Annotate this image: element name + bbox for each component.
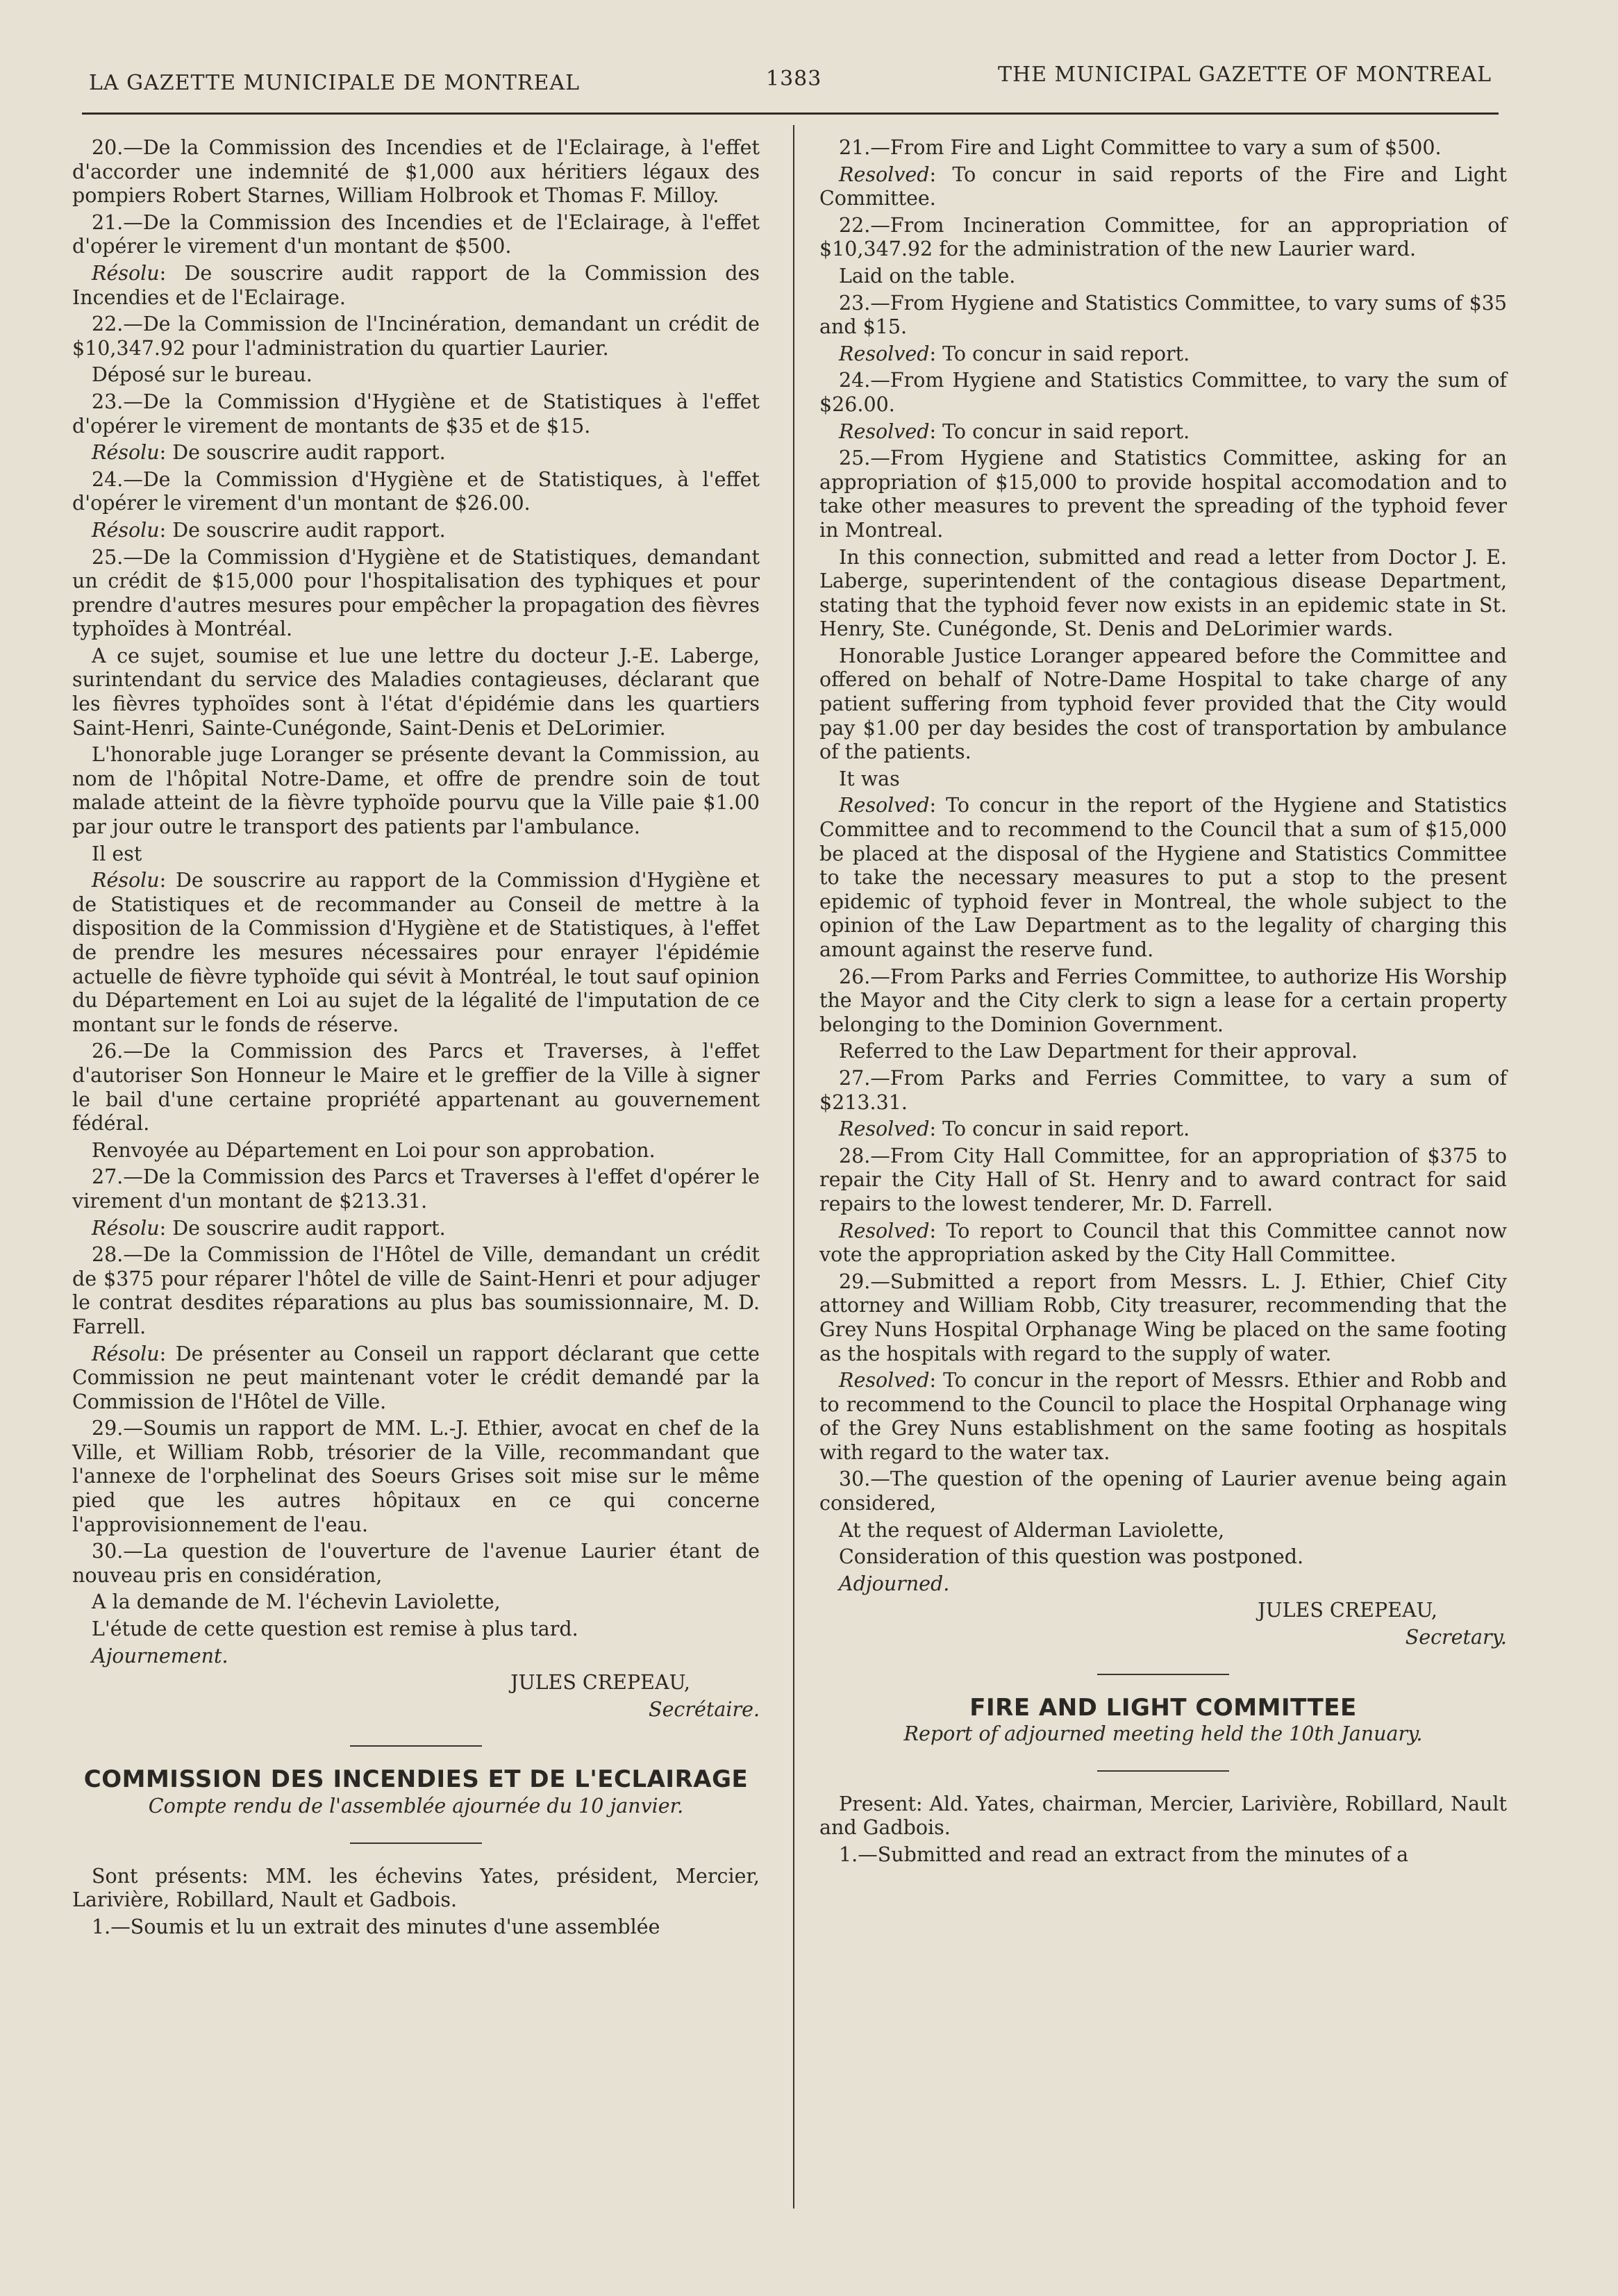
right-paragraph [819, 1545, 1507, 1570]
right-paragraph-text: At the request of Alderman Laviolette, [839, 1518, 1225, 1542]
left-paragraph-text: 24.—De la Commission d'Hygiène et de Statistiques, à l'effet d'opérer le virement d'un montant de $26.00. [72, 467, 760, 515]
left-section-paragraph: 1.—Soumis et lu un extrait des minutes d'une assemblée [92, 1915, 660, 1938]
left-paragraph [72, 136, 760, 208]
left-paragraph-text: 23.—De la Commission d'Hygiène et de Statistiques à l'effet d'opérer le virement de montants de $35 et de $15. [72, 390, 760, 438]
left-paragraph-text: 26.—De la Commission des Parcs et Traverses, à l'effet d'autoriser Son Honneur le Maire et le greffier de la Ville à signer le bail d'une certaine propriété appartenant au gouvernement fédéral. [72, 1040, 760, 1135]
left-paragraph [72, 363, 760, 388]
left-paragraph-text: 28.—De la Commission de l'Hôtel de Ville, demandant un crédit de $375 pour réparer l'hôtel de ville de Saint-Henri et pour adjuger le contrat desdites réparations au plus bas soumissionnaire, M. D. Farrell. [72, 1243, 760, 1338]
right-paragraph [819, 1572, 1507, 1597]
right-paragraph [819, 1117, 1507, 1142]
left-paragraph [72, 390, 760, 438]
right-paragraph [819, 1040, 1507, 1064]
right-resolution-lead: Resolved [839, 419, 930, 443]
right-paragraph-text: 27.—From Parks and Ferries Committee, to vary a sum of $213.31. [819, 1066, 1507, 1114]
left-resolution-lead: Résolu [92, 518, 160, 542]
right-paragraph-text: Laid on the table. [839, 264, 1016, 288]
right-paragraph [819, 136, 1507, 160]
left-paragraph-text: A la demande de M. l'échevin Laviolette, [92, 1590, 501, 1614]
left-paragraph-text: 29.—Soumis un rapport de MM. L.-J. Ethier, avocat en chef de la Ville, et William Robb, trésorier de la Ville, recommandant que l'annexe de l'orphelinat des Soeurs Grises soit mise sur le même pied que les autres hôpitaux en ce qui concerne l'approvisionnement de l'eau. [72, 1417, 760, 1536]
right-section-paragraph: 1.—Submitted and read an extract from the minutes of a [839, 1843, 1409, 1866]
right-resolution-lead: Resolved [839, 1219, 930, 1242]
left-paragraph [72, 1590, 760, 1615]
left-paragraph-text: : De souscrire audit rapport. [159, 441, 446, 465]
left-paragraph [72, 644, 760, 740]
left-paragraph-text: 30.—La question de l'ouverture de l'avenue Laurier étant de nouveau pris en considération, [72, 1540, 760, 1587]
right-paragraph [819, 1519, 1507, 1543]
left-paragraph [72, 869, 760, 1037]
right-paragraph-text: : To concur in said report. [929, 342, 1190, 365]
right-paragraph-text: 22.—From Incineration Committee, for an appropriation of $10,347.92 for the administration of the new Laurier ward. [819, 213, 1507, 261]
left-paragraph [72, 842, 760, 867]
right-resolution-lead: Resolved [839, 163, 930, 186]
right-paragraph [819, 1145, 1507, 1217]
right-paragraph-text: 29.—Submitted a report from Messrs. L. J. Ethier, Chief City attorney and William Robb, City treasurer, recommending that the Grey Nuns Hospital Orphanage Wing be placed on the same footing as the hospitals with regard to the supply of water. [819, 1270, 1507, 1365]
right-paragraph-text: 21.—From Fire and Light Committee to vary a sum of $500. [839, 136, 1442, 159]
left-section-subtitle: Compte rendu de l'assemblée ajournée du 10 janvier. [148, 1795, 684, 1817]
left-paragraph [72, 262, 760, 310]
left-paragraph [72, 1645, 760, 1669]
right-paragraph-text: : To concur in the report of the Hygiene and Statistics Committee and to recommend to the Council that a sum of $15,000 be placed at the disposal of the Hygiene and Statistics Committee to take the necessary measures to put a stop to the present epidemic of typhoid fever in Montreal, the whole subject to the opinion of the Law Department as to the legality of charging this amount against the reserve fund. [819, 794, 1507, 961]
column-divider [793, 125, 794, 2208]
right-paragraph [819, 794, 1507, 962]
right-paragraph-text: 25.—From Hygiene and Statistics Committee, asking for an appropriation of $15,000 to provide hospital accomodation and to take other measures to prevent the spreading of the typhoid fever in Montreal. [819, 447, 1507, 542]
left-paragraph [72, 1417, 760, 1537]
right-paragraph-text: 28.—From City Hall Committee, for an appropriation of $375 to repair the City Hall of St. Henry and to award contract for said repairs to the lowest tenderer, Mr. D. Farrell. [819, 1144, 1507, 1215]
right-paragraph-text: : To concur in said report. [929, 419, 1190, 443]
left-signature-title: Secrétaire. [649, 1697, 760, 1721]
left-paragraph [72, 1165, 760, 1213]
right-paragraph [819, 163, 1507, 211]
right-paragraph-text: 24.—From Hygiene and Statistics Committee, to vary the sum of $26.00. [819, 369, 1507, 416]
left-paragraph-text: : De présenter au Conseil un rapport déclarant que cette Commission ne peut maintenant voter le crédit demandé par la Commission de l'Hôtel de Ville. [72, 1342, 760, 1413]
right-paragraph [819, 369, 1507, 417]
left-paragraph-text: Déposé sur le bureau. [92, 363, 312, 387]
right-paragraph [819, 546, 1507, 642]
right-paragraph [819, 292, 1507, 340]
right-paragraph [819, 342, 1507, 367]
left-resolution-lead: Résolu [92, 869, 160, 892]
left-paragraph [72, 1342, 760, 1415]
right-paragraph [819, 447, 1507, 542]
right-paragraph-text: Referred to the Law Department for their approval. [839, 1040, 1358, 1063]
right-paragraph-text: 30.—The question of the opening of Laurier avenue being again considered, [819, 1467, 1507, 1515]
right-paragraph [819, 1369, 1507, 1465]
right-minutes [819, 136, 1507, 1596]
right-paragraph [819, 1067, 1507, 1115]
left-signature-name: JULES CREPEAU, [510, 1671, 690, 1695]
right-section-divider [1097, 1674, 1229, 1675]
left-paragraph-text: A ce sujet, soumise et lue une lettre du docteur J.-E. Laberge, surintendant du service des Maladies contagieuses, déclarant que les fièvres typhoïdes sont à l'état d'épidémie dans les quartiers Saint-Henri, Sainte-Cunégonde, Saint-Denis et DeLorimier. [72, 644, 760, 740]
right-paragraph [819, 767, 1507, 792]
left-paragraph-text: 22.—De la Commission de l'Incinération, demandant un crédit de $10,347.92 pour l'administration du quartier Laurier. [72, 313, 760, 360]
left-resolution-lead: Résolu [92, 441, 160, 465]
left-paragraph [72, 1540, 760, 1588]
right-resolution-lead: Resolved [839, 1369, 930, 1392]
left-resolution-lead: Résolu [92, 261, 160, 285]
left-paragraph [72, 1243, 760, 1339]
right-paragraph [819, 420, 1507, 444]
right-paragraph [819, 644, 1507, 765]
left-paragraph [72, 211, 760, 259]
page-header [89, 57, 1492, 106]
right-paragraph [819, 214, 1507, 262]
right-column [819, 136, 1507, 1870]
right-paragraph-text: : To concur in the report of Messrs. Ethier and Robb and to recommend to the Council to place the Hospital Orphanage wing of the Grey Nuns establishment on the same footing as hospitals with regard to the water tax. [819, 1369, 1507, 1464]
left-column [72, 136, 760, 1942]
right-paragraph [819, 1467, 1507, 1515]
header-title-french: LA GAZETTE MUNICIPALE DE MONTREAL [89, 71, 581, 95]
right-paragraph-text: Consideration of this question was postponed. [839, 1545, 1304, 1569]
right-paragraph-text: 26.—From Parks and Ferries Committee, to authorize His Worship the Mayor and the City clerk to sign a lease for a certain property belonging to the Dominion Government. [819, 965, 1507, 1036]
left-paragraph-text: : De souscrire audit rapport. [159, 1216, 446, 1240]
left-subtitle-divider [350, 1842, 482, 1844]
left-paragraph [72, 1617, 760, 1642]
left-section-divider [350, 1745, 482, 1747]
left-resolution-lead: Résolu [92, 1216, 160, 1240]
left-paragraph [72, 519, 760, 543]
header-divider [82, 113, 1499, 115]
left-paragraph [72, 743, 760, 839]
left-paragraph [72, 468, 760, 516]
left-paragraph-text: : De souscrire audit rapport. [159, 518, 446, 542]
right-paragraph [819, 965, 1507, 1038]
left-paragraph-text: L'étude de cette question est remise à plus tard. [92, 1617, 578, 1641]
left-section-paragraph: Sont présents: MM. les échevins Yates, président, Mercier, Larivière, Robillard, Nault et Gadbois. [72, 1864, 760, 1912]
left-paragraph-text: : De souscrire audit rapport de la Commission des Incendies et de l'Eclairage. [72, 261, 760, 309]
right-resolution-lead: Adjourned. [839, 1572, 950, 1595]
left-paragraph [72, 1139, 760, 1163]
right-resolution-lead: Resolved [839, 1117, 930, 1141]
right-paragraph-text: 23.—From Hygiene and Statistics Committee, to vary sums of $35 and $15. [819, 291, 1507, 339]
right-resolution-lead: Resolved [839, 794, 930, 817]
right-paragraph-text: In this connection, submitted and read a letter from Doctor J. E. Laberge, superintendent of the contagious disease Department, stating that the typhoid fever now exists in an epidemic state in St. Henry, Ste. Cunégonde, St. Denis and DeLorimier wards. [819, 545, 1507, 641]
right-section-subtitle: Report of adjourned meeting held the 10th January. [903, 1722, 1423, 1746]
right-paragraph [819, 1220, 1507, 1267]
left-paragraph [72, 546, 760, 642]
right-paragraph-text: : To report to Council that this Committee cannot now vote the appropriation asked by the City Hall Committee. [819, 1219, 1507, 1267]
left-paragraph-text: Renvoyée au Département en Loi pour son approbation. [92, 1138, 656, 1162]
right-paragraph [819, 265, 1507, 289]
right-signature-name: JULES CREPEAU, [1258, 1599, 1437, 1622]
page-number: 1383 [766, 67, 822, 91]
left-paragraph-text: 20.—De la Commission des Incendies et de l'Eclairage, à l'effet d'accorder une indemnité de $1,000 aux héritiers légaux des pompiers Robert Starnes, William Holbrook et Thomas F. Milloy. [72, 136, 760, 208]
left-paragraph [72, 313, 760, 360]
left-paragraph [72, 1217, 760, 1241]
right-paragraph-text: : To concur in said report. [929, 1117, 1190, 1141]
left-paragraph-text: 27.—De la Commission des Parcs et Traverses à l'effet d'opérer le virement d'un montant de $213.31. [72, 1165, 760, 1213]
right-resolution-lead: Resolved [839, 342, 930, 365]
right-section-title: FIRE AND LIGHT COMMITTEE [969, 1693, 1357, 1722]
right-signature-title: Secretary. [1405, 1626, 1507, 1649]
left-paragraph [72, 1040, 760, 1135]
left-paragraph-text: L'honorable juge Loranger se présente devant la Commission, au nom de l'hôpital Notre-Dame, et offre de prendre soin de tout malade atteint de la fièvre typhoïde pourvu que la Ville paie $1.00 par jour outre le transport des patients par l'ambulance. [72, 743, 760, 839]
left-resolution-lead: Résolu [92, 1342, 160, 1365]
right-paragraph-text: Honorable Justice Loranger appeared before the Committee and offered on behalf of Notre-Dame Hospital to take charge of any patient suffering from typhoid fever provided that the City would pay $1.00 per day besides the cost of transportation by ambulance of the patients. [819, 644, 1507, 764]
header-title-english: THE MUNICIPAL GAZETTE OF MONTREAL [997, 63, 1492, 87]
left-section-title: COMMISSION DES INCENDIES ET DE L'ECLAIRAGE [83, 1765, 749, 1794]
right-section-paragraph: Present: Ald. Yates, chairman, Mercier, Larivière, Robillard, Nault and Gadbois. [819, 1792, 1507, 1840]
left-paragraph-text: : De souscrire au rapport de la Commission d'Hygiène et de Statistiques et de recommander au Conseil de mettre à la disposition de la Commission d'Hygiène et de Statistiques, à l'effet de prendre les mesures nécessaires pour enrayer l'épidémie actuelle de fièvre typhoïde qui sévit à Montréal, le tout sauf opinion du Département en Loi au sujet de la légalité de l'imputation de ce montant sur le fonds de réserve. [72, 869, 760, 1036]
left-resolution-lead: Ajournement. [92, 1644, 228, 1667]
right-paragraph-text: It was [839, 767, 900, 790]
left-minutes [72, 136, 760, 1668]
right-paragraph-text: : To concur in said reports of the Fire and Light Committee. [819, 163, 1507, 210]
left-paragraph [72, 441, 760, 465]
right-subtitle-divider [1097, 1770, 1229, 1772]
right-paragraph [819, 1270, 1507, 1366]
left-paragraph-text: 25.—De la Commission d'Hygiène et de Statistiques, demandant un crédit de $15,000 pour l'hospitalisation des typhiques et pour prendre d'autres mesures pour empêcher la propagation des fièvres typhoïdes à Montréal. [72, 545, 760, 641]
left-paragraph-text: 21.—De la Commission des Incendies et de l'Eclairage, à l'effet d'opérer le virement d'un montant de $500. [72, 210, 760, 258]
left-paragraph-text: Il est [92, 842, 142, 865]
